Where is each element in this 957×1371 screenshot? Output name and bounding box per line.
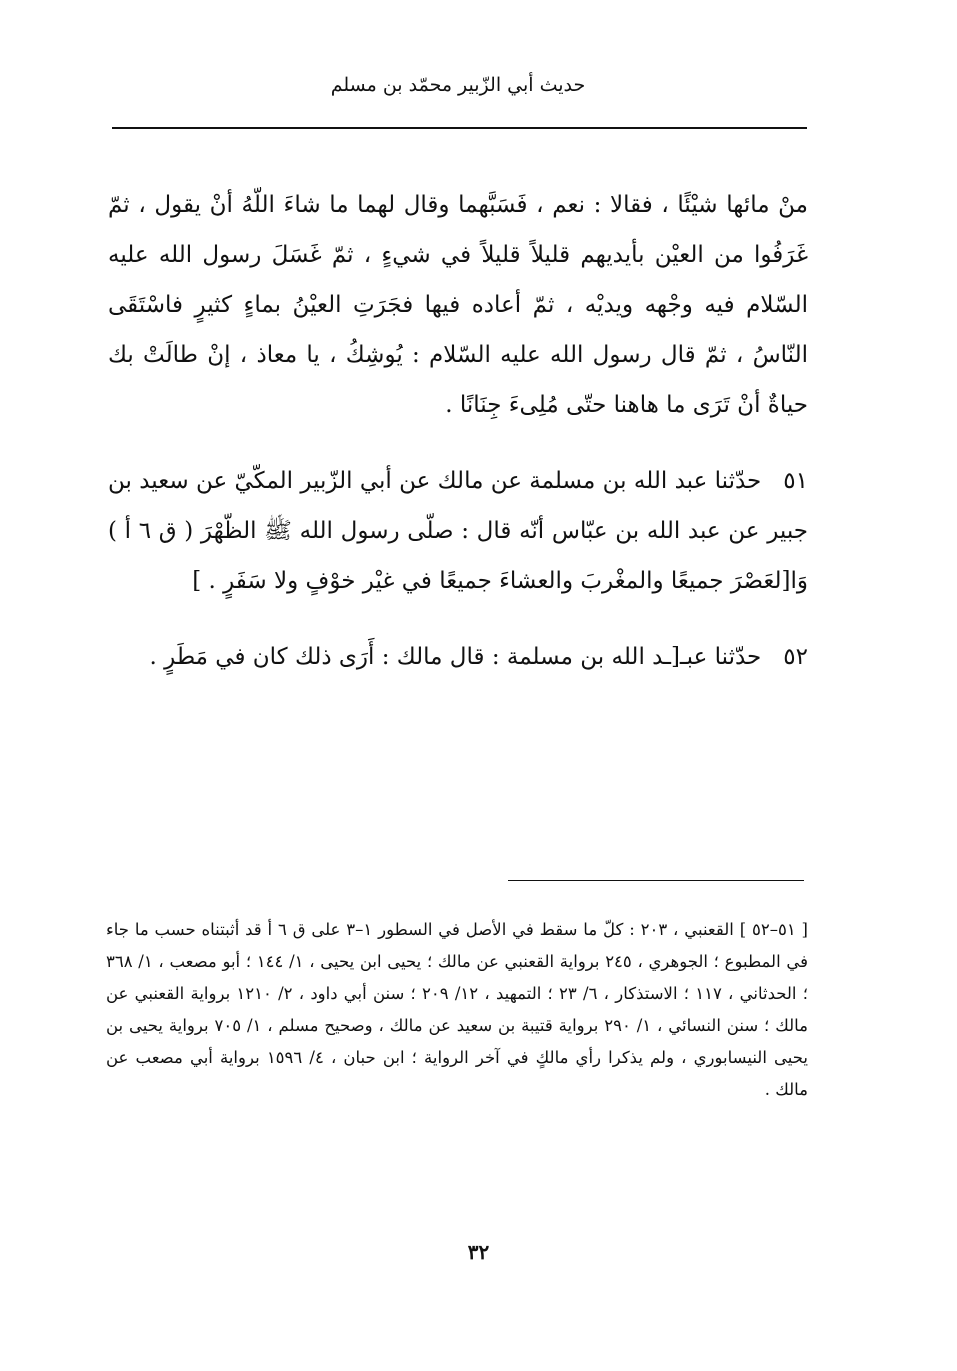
paragraph-text: منْ مائها شيْئًا ، فقالا : نعم ، فَسَبَّهما وقال لهما ما شاءَ اللّهُ أنْ يقول ، ثمّ غَرَفُوا من العيْن بأيديهم قليلاً قليلاً في شيءٍ ، ثمّ غَسَلَ رسول الله عليه السّلام فيه وجْهه ويديْه ، ثمّ أعاده فيها فجَرَتِ العيْنُ بماءٍ كثيرٍ فاسْتَقَى النّاسُ ، ثمّ قال رسول الله عليه السّلام : يُوشِكُ ، يا معاذ ، إنْ طالَتْ بك حياةٌ أنْ تَرَى ما هاهنا حتّى مُلِىءَ جِنَانًا .: [108, 192, 808, 418]
header-divider: [112, 127, 807, 129]
paragraph-text: حدّثنا عبـ[ـد الله بن مسلمة : قال مالك : أَرَى ذلك كان في مَطَرٍ .: [149, 644, 762, 670]
footnote-divider: [508, 880, 804, 881]
paragraph-hadith-52: [108, 632, 808, 682]
paragraph-hadith-51: [108, 456, 808, 606]
main-text: [108, 180, 808, 708]
hadith-number: ٥٢: [783, 644, 808, 670]
running-header: حديث أبي الزّبير محمّد بن مسلم: [330, 74, 586, 96]
paragraph-text: حدّثنا عبد الله بن مسلمة عن مالك عن أبي الزّبير المكّيّ عن سعيد بن جبير عن عبد الله بن عبّاس أنّه قال : صلّى رسول الله ﷺ الظّهْرَ ( ق ٦ أ ) وَا[لعَصْرَ جميعًا والمغْربَ والعشاءَ جميعًا في غيْر خوْفٍ ولا سَفَرٍ . ]: [108, 468, 808, 594]
footnote: [ ٥١–٥٢ ] القعنبي ، ٢٠٣ : كلّ ما سقط في الأصل في السطور ١–٣ على ق ٦ أ قد أثبتناه حسب ما جاء في المطبوع ؛ الجوهري ، ٢٤٥ برواية القعنبي عن مالك ؛ يحيى ابن يحيى ، ١/ ١٤٤ ؛ أبو مصعب ، ١/ ٣٦٨ ؛ الحدثاني ، ١١٧ ؛ الاستذكار ، ٦/ ٢٣ ؛ التمهيد ، ١٢/ ٢٠٩ ؛ سنن أبي داود ، ٢/ ١٢١٠ برواية القعنبي عن مالك ؛ سنن النسائي ، ١/ ٢٩٠ برواية قتيبة بن سعيد عن مالك ، وصحيح مسلم ، ١/ ٧٠٥ برواية يحيى بن يحيى النيسابوري ، ولم يذكرا رأي مالكٍ في آخر الرواية ؛ ابن حبان ، ٤/ ١٥٩٦ برواية أبي مصعب عن مالك .: [106, 920, 809, 1099]
hadith-number: ٥١: [783, 468, 808, 494]
paragraph-continuation: [108, 180, 808, 430]
page-number: ٣٢: [467, 1240, 490, 1264]
